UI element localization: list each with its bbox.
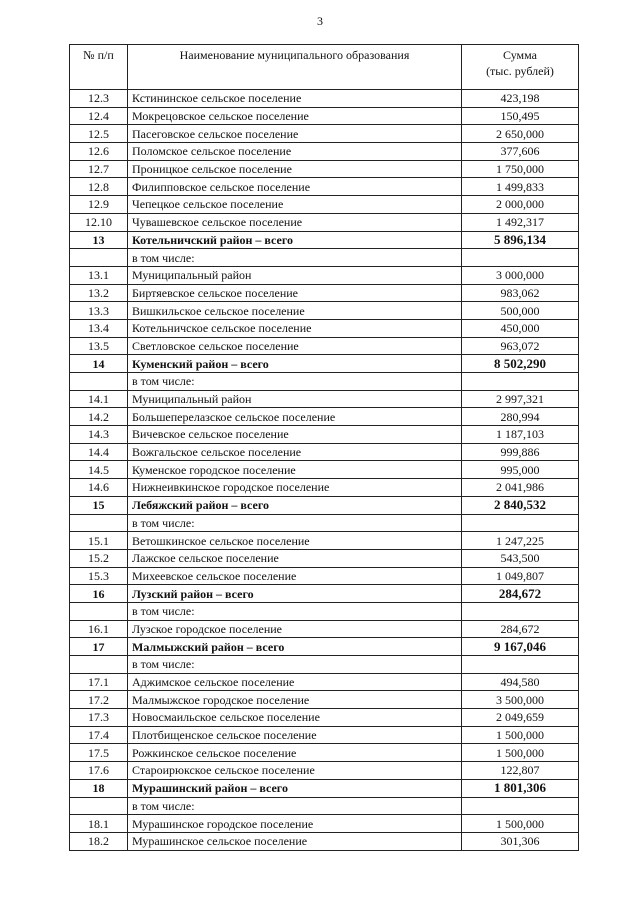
row-number: 12.9: [70, 196, 128, 214]
table-row: [70, 373, 579, 391]
table-row: [70, 461, 579, 479]
row-municipality-name: Чепецкое сельское поселение: [128, 196, 462, 214]
row-number: 13.2: [70, 284, 128, 302]
table-row: [70, 709, 579, 727]
row-municipality-name: Пасеговское сельское поселение: [128, 125, 462, 143]
row-number: [70, 656, 128, 674]
row-sum: [462, 602, 579, 620]
row-number: 17.1: [70, 673, 128, 691]
row-number: 12.6: [70, 143, 128, 161]
row-number: 12.7: [70, 160, 128, 178]
table-row: [70, 532, 579, 550]
row-sum: 280,994: [462, 408, 579, 426]
row-municipality-name: Куменское городское поселение: [128, 461, 462, 479]
row-municipality-name: в том числе:: [128, 514, 462, 532]
row-municipality-name: Лузский район – всего: [128, 585, 462, 603]
row-municipality-name: Вожгальское сельское поселение: [128, 443, 462, 461]
row-sum: [462, 373, 579, 391]
row-sum: 3 000,000: [462, 266, 579, 284]
table-row: [70, 249, 579, 267]
row-number: [70, 514, 128, 532]
row-sum: 963,072: [462, 337, 579, 355]
row-municipality-name: в том числе:: [128, 373, 462, 391]
row-number: 15.1: [70, 532, 128, 550]
row-number: 12.3: [70, 90, 128, 108]
row-sum: 1 492,317: [462, 213, 579, 231]
row-municipality-name: в том числе:: [128, 249, 462, 267]
row-number: 16.1: [70, 620, 128, 638]
row-municipality-name: Чувашевское сельское поселение: [128, 213, 462, 231]
row-municipality-name: Аджимское сельское поселение: [128, 673, 462, 691]
row-sum: 999,886: [462, 443, 579, 461]
row-number: 15.3: [70, 567, 128, 585]
table-row: [70, 319, 579, 337]
row-sum: 2 650,000: [462, 125, 579, 143]
row-municipality-name: Поломское сельское поселение: [128, 143, 462, 161]
row-municipality-name: Михеевское сельское поселение: [128, 567, 462, 585]
row-municipality-name: в том числе:: [128, 797, 462, 815]
row-number: 17.4: [70, 726, 128, 744]
header-number: № п/п: [70, 45, 128, 90]
table-row: [70, 284, 579, 302]
row-sum: 983,062: [462, 284, 579, 302]
row-number: 13.5: [70, 337, 128, 355]
table-row: [70, 656, 579, 674]
row-municipality-name: Мурашинское сельское поселение: [128, 832, 462, 850]
row-municipality-name: Новосмаильское сельское поселение: [128, 709, 462, 727]
row-municipality-name: Лажское сельское поселение: [128, 549, 462, 567]
row-sum: 1 801,306: [462, 779, 579, 797]
row-number: 13: [70, 231, 128, 249]
row-sum: 1 500,000: [462, 726, 579, 744]
row-number: 14.2: [70, 408, 128, 426]
row-sum: 450,000: [462, 319, 579, 337]
row-municipality-name: Котельничское сельское поселение: [128, 319, 462, 337]
row-sum: [462, 249, 579, 267]
header-sum-title: Сумма: [503, 48, 537, 62]
row-municipality-name: Филипповское сельское поселение: [128, 178, 462, 196]
row-municipality-name: Рожкинское сельское поселение: [128, 744, 462, 762]
row-municipality-name: Плотбищенское сельское поселение: [128, 726, 462, 744]
table-row: [70, 726, 579, 744]
row-municipality-name: Малмыжский район – всего: [128, 638, 462, 656]
row-sum: [462, 514, 579, 532]
row-sum: 543,500: [462, 549, 579, 567]
row-number: 12.10: [70, 213, 128, 231]
row-municipality-name: Куменский район – всего: [128, 355, 462, 373]
row-sum: 2 049,659: [462, 709, 579, 727]
table-row: [70, 514, 579, 532]
row-sum: [462, 797, 579, 815]
district-total-row: [70, 231, 579, 249]
row-number: [70, 797, 128, 815]
table-row: [70, 196, 579, 214]
row-municipality-name: Вичевское сельское поселение: [128, 426, 462, 444]
row-sum: 150,495: [462, 107, 579, 125]
row-sum: 995,000: [462, 461, 579, 479]
row-number: 17.2: [70, 691, 128, 709]
row-municipality-name: Проницкое сельское поселение: [128, 160, 462, 178]
page-number: 3: [317, 14, 323, 28]
row-number: 14.6: [70, 479, 128, 497]
table-row: [70, 797, 579, 815]
table-row: [70, 620, 579, 638]
table-row: [70, 567, 579, 585]
table-row: [70, 213, 579, 231]
row-municipality-name: Кстининское сельское поселение: [128, 90, 462, 108]
row-sum: 122,807: [462, 762, 579, 780]
row-sum: 423,198: [462, 90, 579, 108]
row-number: 14.5: [70, 461, 128, 479]
row-number: 14: [70, 355, 128, 373]
row-number: 14.4: [70, 443, 128, 461]
table-header-row: [70, 45, 579, 90]
table-row: [70, 178, 579, 196]
row-number: 17: [70, 638, 128, 656]
row-municipality-name: Ветошкинское сельское поселение: [128, 532, 462, 550]
row-number: 15: [70, 496, 128, 514]
row-sum: 3 500,000: [462, 691, 579, 709]
row-municipality-name: Лебяжский район – всего: [128, 496, 462, 514]
row-municipality-name: Большеперелазское сельское поселение: [128, 408, 462, 426]
row-sum: 500,000: [462, 302, 579, 320]
row-number: 17.5: [70, 744, 128, 762]
row-sum: 1 500,000: [462, 815, 579, 833]
row-sum: 1 500,000: [462, 744, 579, 762]
table-row: [70, 443, 579, 461]
table-row: [70, 426, 579, 444]
table-row: [70, 390, 579, 408]
row-sum: [462, 656, 579, 674]
row-number: 16: [70, 585, 128, 603]
row-municipality-name: Староирюкское сельское поселение: [128, 762, 462, 780]
row-municipality-name: Светловское сельское поселение: [128, 337, 462, 355]
row-municipality-name: Лузское городское поселение: [128, 620, 462, 638]
row-sum: 2 041,986: [462, 479, 579, 497]
table-row: [70, 549, 579, 567]
row-number: 14.3: [70, 426, 128, 444]
row-sum: 9 167,046: [462, 638, 579, 656]
table-row: [70, 266, 579, 284]
row-number: 14.1: [70, 390, 128, 408]
district-total-row: [70, 638, 579, 656]
row-sum: 377,606: [462, 143, 579, 161]
row-municipality-name: Нижнеивкинское городское поселение: [128, 479, 462, 497]
row-number: 15.2: [70, 549, 128, 567]
allocation-table: [69, 44, 579, 851]
header-sum: [462, 45, 579, 90]
row-number: [70, 373, 128, 391]
table-row: [70, 125, 579, 143]
table-row: [70, 160, 579, 178]
row-sum: 2 840,532: [462, 496, 579, 514]
row-number: 12.8: [70, 178, 128, 196]
row-municipality-name: Малмыжское городское поселение: [128, 691, 462, 709]
table-row: [70, 673, 579, 691]
district-total-row: [70, 355, 579, 373]
row-municipality-name: в том числе:: [128, 656, 462, 674]
table-row: [70, 90, 579, 108]
row-number: 17.6: [70, 762, 128, 780]
row-number: 13.4: [70, 319, 128, 337]
table-row: [70, 408, 579, 426]
row-number: 17.3: [70, 709, 128, 727]
row-sum: 301,306: [462, 832, 579, 850]
district-total-row: [70, 585, 579, 603]
row-sum: 284,672: [462, 620, 579, 638]
row-municipality-name: Вишкильское сельское поселение: [128, 302, 462, 320]
table-row: [70, 602, 579, 620]
row-municipality-name: Муниципальный район: [128, 390, 462, 408]
row-sum: 494,580: [462, 673, 579, 691]
row-sum: 1 049,807: [462, 567, 579, 585]
row-sum: 1 247,225: [462, 532, 579, 550]
table-row: [70, 479, 579, 497]
row-sum: 1 750,000: [462, 160, 579, 178]
row-number: 18.2: [70, 832, 128, 850]
table-row: [70, 691, 579, 709]
row-number: [70, 249, 128, 267]
table-row: [70, 832, 579, 850]
row-sum: 5 896,134: [462, 231, 579, 249]
district-total-row: [70, 779, 579, 797]
row-sum: 8 502,290: [462, 355, 579, 373]
row-municipality-name: Муниципальный район: [128, 266, 462, 284]
row-sum: 1 499,833: [462, 178, 579, 196]
header-municipality-name: Наименование муниципального образования: [128, 45, 462, 90]
row-municipality-name: Биртяевское сельское поселение: [128, 284, 462, 302]
table-body: [70, 90, 579, 851]
row-municipality-name: Мурашинское городское поселение: [128, 815, 462, 833]
row-sum: 1 187,103: [462, 426, 579, 444]
row-municipality-name: Мурашинский район – всего: [128, 779, 462, 797]
table-row: [70, 143, 579, 161]
row-number: 12.4: [70, 107, 128, 125]
table-row: [70, 302, 579, 320]
row-number: 18.1: [70, 815, 128, 833]
table-row: [70, 762, 579, 780]
row-sum: 2 000,000: [462, 196, 579, 214]
table-row: [70, 107, 579, 125]
row-municipality-name: Мокрецовское сельское поселение: [128, 107, 462, 125]
row-municipality-name: Котельничский район – всего: [128, 231, 462, 249]
district-total-row: [70, 496, 579, 514]
row-number: [70, 602, 128, 620]
row-number: 13.1: [70, 266, 128, 284]
row-sum: 284,672: [462, 585, 579, 603]
table-row: [70, 744, 579, 762]
row-number: 18: [70, 779, 128, 797]
row-number: 12.5: [70, 125, 128, 143]
row-sum: 2 997,321: [462, 390, 579, 408]
row-number: 13.3: [70, 302, 128, 320]
table-row: [70, 337, 579, 355]
header-sum-unit: (тыс. рублей): [486, 64, 554, 78]
row-municipality-name: в том числе:: [128, 602, 462, 620]
table-row: [70, 815, 579, 833]
